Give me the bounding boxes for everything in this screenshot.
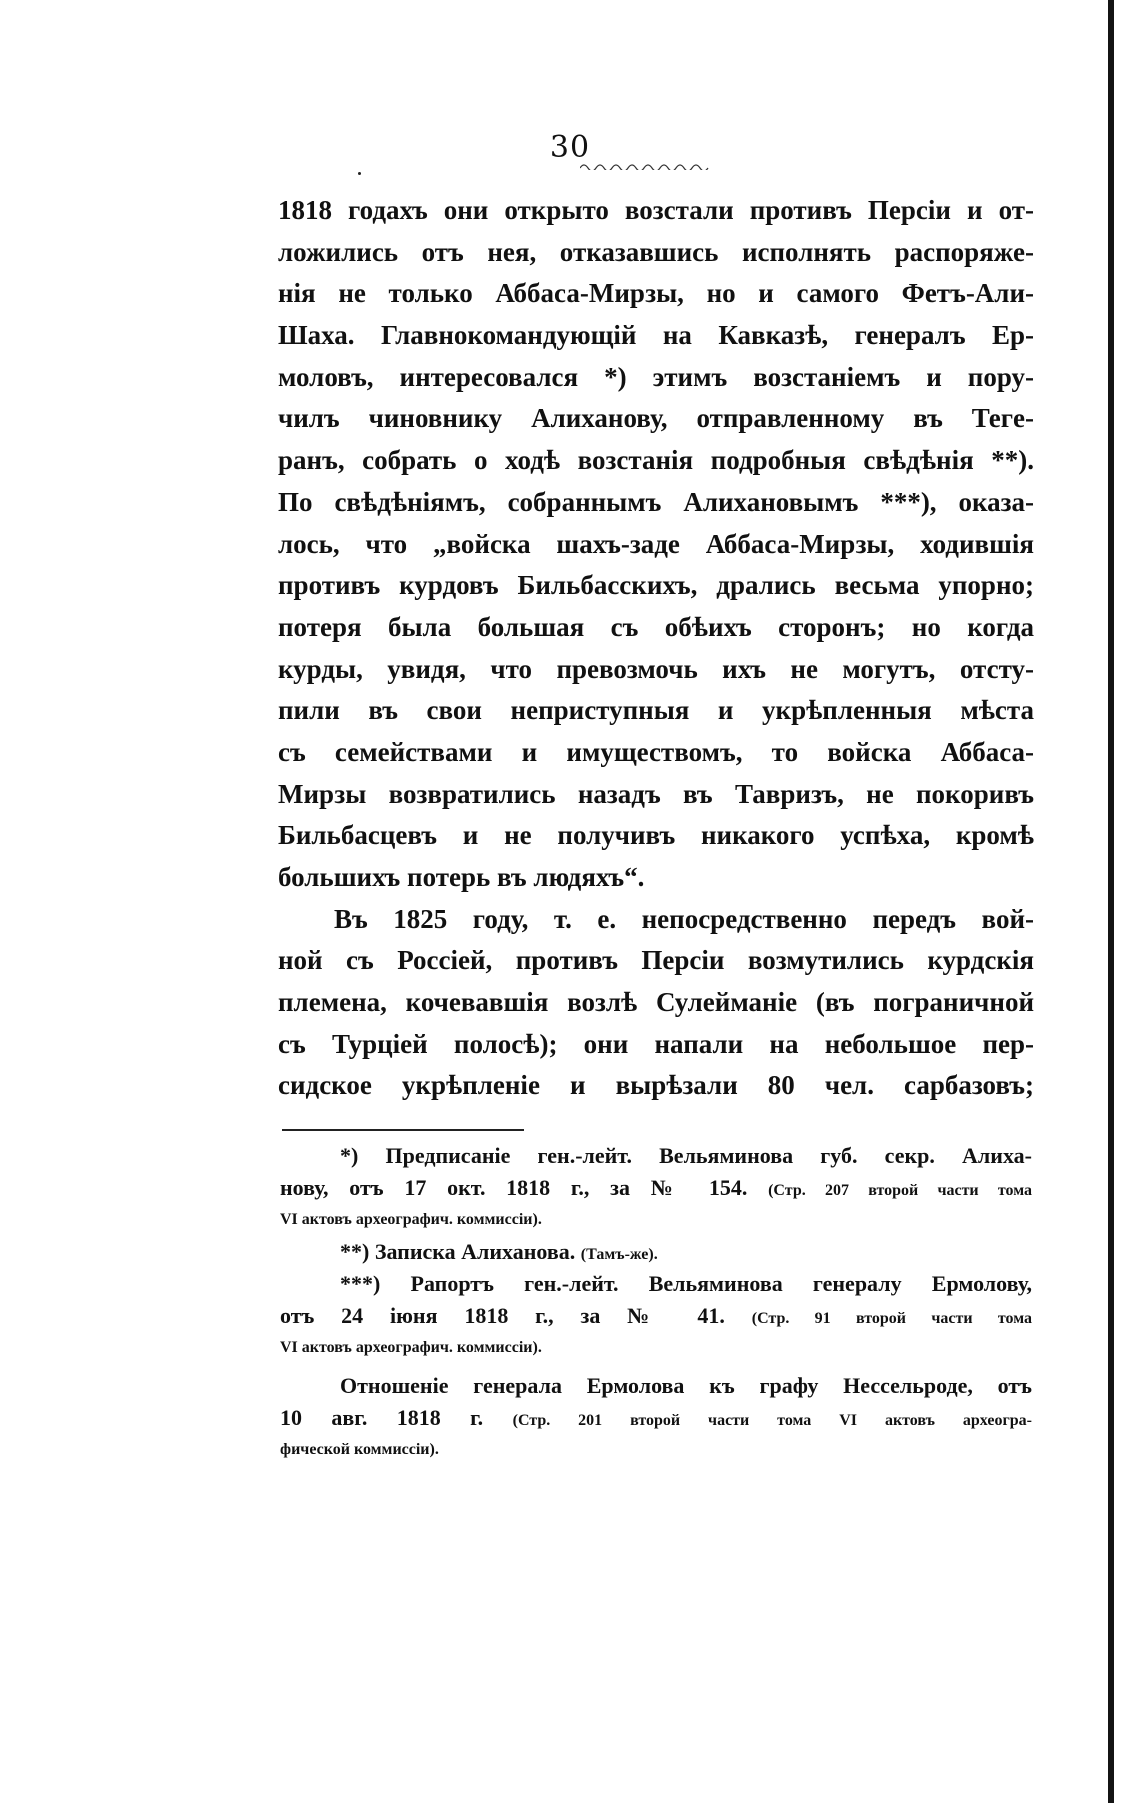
footnote-2	[280, 1236, 1032, 1268]
footnote-line-main: нову, отъ 17 окт. 1818 г., за № 154.	[280, 1175, 748, 1200]
footnote-rule	[282, 1129, 524, 1131]
footnotes	[280, 1140, 1032, 1466]
text-line: Шаха. Главнокомандующій на Кавказѣ, генералъ Ер-	[278, 320, 1034, 351]
text-line: съ Турціей полосѣ); они напали на небольшое пер-	[278, 1028, 1034, 1059]
text-line: 1818 годахъ они открыто возстали противъ Персіи и от-	[278, 195, 1034, 225]
text-line: большихъ потерь въ людяхъ“.	[278, 862, 645, 892]
footnote-source: (Стр. 91 второй части тома	[751, 1310, 1033, 1327]
wavy-ornament	[580, 162, 710, 170]
footnote-source: (Стр. 201 второй части тома VI актовъ археогра-	[512, 1412, 1033, 1429]
text-line: нія не только Аббаса-Мирзы, но и самого Фетъ-Али-	[278, 278, 1034, 309]
text-line: ложились отъ нея, отказавшись исполнять распоряже-	[278, 236, 1034, 267]
footnote-line: *) Предписаніе ген.-лейт. Вельяминова губ. секр. Алиха-	[340, 1143, 1032, 1168]
text-line: ранъ, собрать о ходѣ возстанія подробныя свѣдѣнія **).	[278, 445, 1034, 476]
footnote-line: ***) Рапортъ ген.-лейт. Вельяминова генералу Ермолову,	[340, 1271, 1032, 1296]
text-line: курды, увидя, что превозмочь ихъ не могутъ, отсту-	[278, 653, 1034, 684]
footnote-3	[280, 1268, 1032, 1364]
text-line: потеря была большая съ обѣихъ сторонъ; но когда	[278, 611, 1034, 642]
footnote-line: VI актовъ археографич. коммиссіи).	[280, 1211, 542, 1228]
footnote-1	[280, 1140, 1032, 1236]
page-edge	[1108, 0, 1140, 1803]
footnote-line: Отношеніе генерала Ермолова къ графу Нессельроде, отъ	[340, 1373, 1032, 1398]
footnote-line	[280, 1236, 1032, 1268]
footnote-line: VI актовъ археографич. коммиссіи).	[280, 1339, 542, 1356]
footnote-source: (Тамъ-же).	[580, 1246, 658, 1263]
footnote-line	[280, 1172, 1032, 1204]
footnote-line-main: 10 авг. 1818 г.	[280, 1405, 484, 1430]
footnote-line	[280, 1402, 1032, 1434]
footnote-4	[280, 1370, 1032, 1466]
text-line: ной съ Россіей, противъ Персіи возмутились курдскія	[278, 945, 1034, 976]
text-line: противъ курдовъ Бильбасскихъ, дрались весьма упорно;	[278, 570, 1034, 601]
page-number: 30	[549, 130, 591, 165]
footnote-line	[280, 1300, 1032, 1332]
main-text	[278, 190, 1034, 1107]
stray-dot	[358, 172, 361, 175]
text-line: сидское укрѣпленіе и вырѣзали 80 чел. сарбазовъ;	[278, 1070, 1034, 1101]
text-line: моловъ, интересовался *) этимъ возстаніемъ и пору-	[278, 361, 1034, 392]
footnote-source: (Стр. 207 второй части тома	[768, 1182, 1033, 1199]
text-line: Мирзы возвратились назадъ въ Тавризъ, не покоривъ	[278, 778, 1034, 809]
text-line: съ семействами и имуществомъ, то войска Аббаса-	[278, 736, 1034, 767]
text-line: пили въ свои неприступныя и укрѣпленныя мѣста	[278, 695, 1034, 726]
paragraph-1	[278, 190, 1034, 899]
footnote-line: фической коммиссіи).	[280, 1441, 439, 1458]
footnote-line-main: отъ 24 іюня 1818 г., за № 41.	[280, 1303, 725, 1328]
text-line: племена, кочевавшія возлѣ Сулейманіе (въ пограничной	[278, 987, 1034, 1018]
text-line: чилъ чиновнику Алиханову, отправленному въ Тегe-	[278, 403, 1034, 434]
text-line: Въ 1825 году, т. е. непосредственно передъ вой-	[334, 903, 1034, 934]
text-line: Бильбасцевъ и не получивъ никакого успѣха, кромѣ	[278, 820, 1034, 851]
footnote-line-main: **) Записка Алиханова.	[340, 1239, 576, 1264]
paragraph-2	[278, 899, 1034, 1107]
text-line: По свѣдѣніямъ, собраннымъ Алихановымъ ***), оказа-	[278, 486, 1034, 517]
text-line: лось, что „войска шахъ-заде Аббаса-Мирзы, ходившія	[278, 528, 1034, 559]
